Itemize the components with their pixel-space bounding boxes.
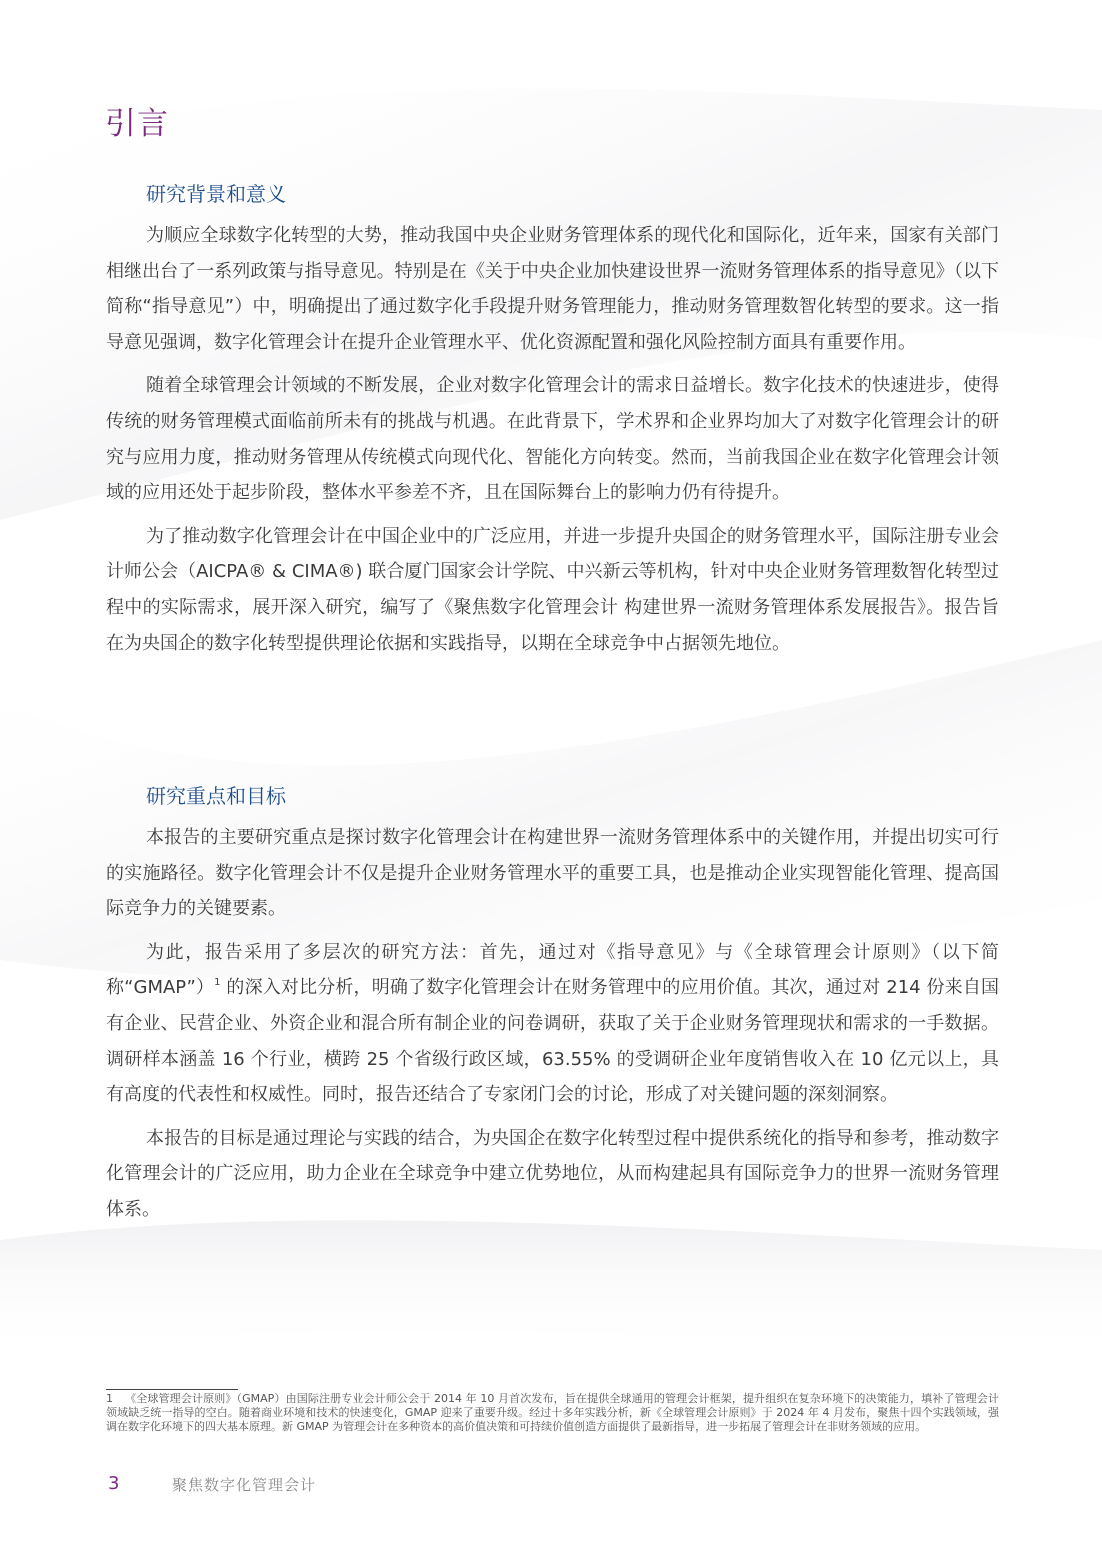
paragraph: 为顺应全球数字化转型的大势，推动我国中央企业财务管理体系的现代化和国际化，近年来，国家有关部门相继出台了一系列政策与指导意见。特别是在《关于中央企业加快建设世界一流财务管理体系的指导意见》（以下简称“指导意见”）中，明确提出了通过数字化手段提升财务管理能力，推动财务管理数智化转型的要求。这一指导意见强调，数字化管理会计在提升企业管理水平、优化资源配置和强化风险控制方面具有重要作用。 xyxy=(106,225,999,353)
paragraph-text: 的深入对比分析，明确了数字化管理会计在财务管理中的应用价值。其次，通过对 214 份来自国有企业、民营企业、外资企业和混合所有制企业的问卷调研，获取了关于企业财务管理现状和需求的一手数据。调研样本涵盖 16 个行业，横跨 25 个省级行政区域，63.55% 的受调研企业年度销售收入在 10 亿元以上，具有高度的代表性和权威性。同时，报告还结合了专家闭门会的讨论，形成了对关键问题的深刻洞察。 xyxy=(106,977,999,1106)
paragraph: 本报告的目标是通过理论与实践的结合，为央国企在数字化转型过程中提供系统化的指导和参考，推动数字化管理会计的广泛应用，助力企业在全球竞争中建立优势地位，从而构建起具有国际竞争力的世界一流财务管理体系。 xyxy=(106,1127,999,1220)
footnote xyxy=(106,1392,999,1434)
section-heading: 研究背景和意义 xyxy=(146,182,286,206)
footnote-reference[interactable]: 1 xyxy=(214,977,221,989)
footnote-text: 《全球管理会计原则》（GMAP）由国际注册专业会计师公会于 2014 年 10 月首次发布，旨在提供全球通用的管理会计框架，提升组织在复杂环境下的决策能力，填补了管理会计领域缺乏统一指导的空白。随着商业环境和技术的快速变化，GMAP 迎来了重要升级。经过十多年实践分析，新《全球管理会计原则》于 2024 年 4 月发布，聚焦十四个实践领域，强调在数字化环境下的四大基本原理。新 GMAP 为管理会计在多种资本的高价值决策和可持续价值创造方面提供了最新指导，进一步拓展了管理会计在非财务领域的应用。 xyxy=(106,1392,999,1433)
footnote-number: 1 xyxy=(106,1392,113,1405)
paragraph: 随着全球管理会计领域的不断发展，企业对数字化管理会计的需求日益增长。数字化技术的快速进步，使得传统的财务管理模式面临前所未有的挑战与机遇。在此背景下，学术界和企业界均加大了对数字化管理会计的研究与应用力度，推动财务管理从传统模式向现代化、智能化方向转变。然而，当前我国企业在数字化管理会计领域的应用还处于起步阶段，整体水平参差不齐，且在国际舞台上的影响力仍有待提升。 xyxy=(106,375,999,504)
running-footer-title: 聚焦数字化管理会计 xyxy=(172,1476,317,1494)
footnote-divider xyxy=(106,1389,238,1390)
paragraph: 为了推动数字化管理会计在中国企业中的广泛应用，并进一步提升央国企的财务管理水平，国际注册专业会计师公会（AICPA® & CIMA®) 联合厦门国家会计学院、中兴新云等机构，针对中央企业财务管理数智化转型过程中的实际需求，展开深入研究，编写了《聚焦数字化管理会计 构建世界一流财务管理体系发展报告》。报告旨在为央国企的数字化转型提供理论依据和实践指导，以期在全球竞争中占据领先地位。 xyxy=(106,525,999,654)
section-focus-goals xyxy=(106,778,999,1228)
page-number: 3 xyxy=(108,1473,120,1494)
page-title: 引言 xyxy=(105,106,169,142)
paragraph xyxy=(106,935,999,1113)
section-heading: 研究重点和目标 xyxy=(146,784,286,808)
paragraph-text: 为此，报告采用了多层次的研究方法：首先，通过对《指导意见》与《全球管理会计原则》（以下简称“GMAP”） xyxy=(106,941,999,999)
paragraph: 本报告的主要研究重点是探讨数字化管理会计在构建世界一流财务管理体系中的关键作用，并提出切实可行的实施路径。数字化管理会计不仅是提升企业财务管理水平的重要工具，也是推动企业实现智能化管理、提高国际竞争力的关键要素。 xyxy=(106,827,999,920)
section-background-significance xyxy=(106,176,999,661)
